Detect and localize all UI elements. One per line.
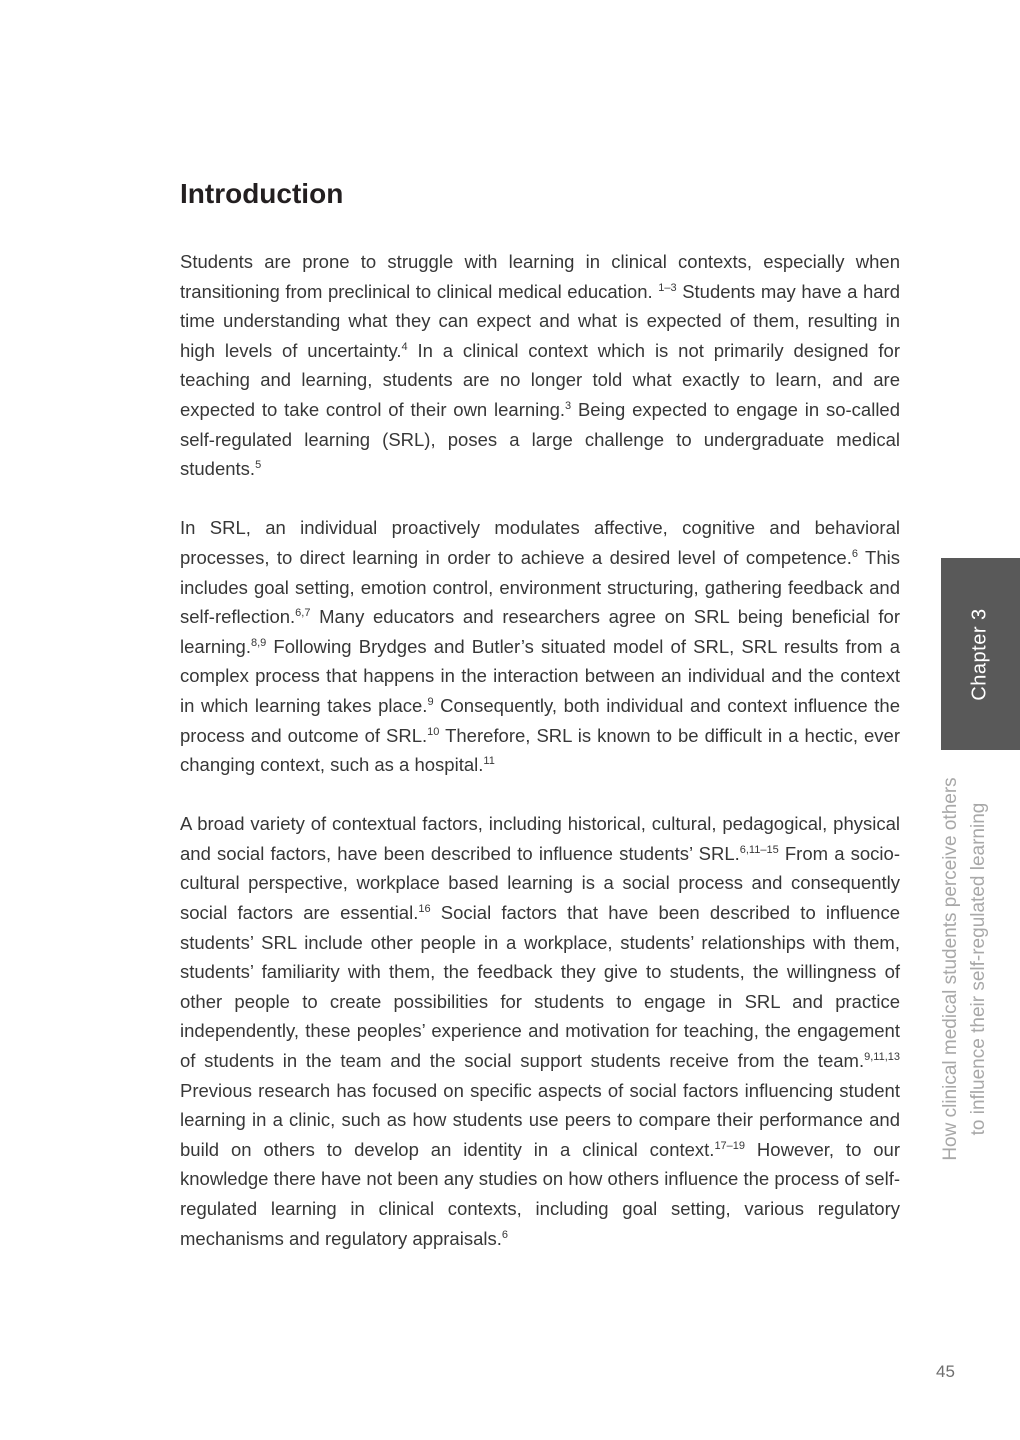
chapter-tab-label: Chapter 3 (969, 607, 991, 701)
citation-superscript: 16 (418, 902, 431, 915)
citation-superscript: 11 (483, 754, 495, 767)
citation-superscript: 6,7 (295, 606, 311, 619)
citation-superscript: 6 (851, 547, 858, 560)
citation-superscript: 8,9 (250, 636, 267, 649)
paragraph: Students are prone to struggle with learning in clinical contexts, especially when transitioning from preclinical to clinical medical education. $^{1-3}$ Students may have a hard time understanding what they can expect and what is expected of them, resulting in high levels of uncertainty.$^4$ In a clinical context which is not primarily designed for teaching and learning, students are no longer told what exactly to learn, and are expected to take control of their own learning.$^3$ Being expected to engage in so-called self-regulated learning (SRL), poses a large challenge to undergraduate medical students.$^5$ (180, 251, 901, 480)
running-title-line2: to influence their self-regulated learning (968, 802, 989, 1136)
citation-superscript: 9 (427, 695, 434, 708)
citation-superscript: 6 (501, 1228, 508, 1241)
chapter-tab (941, 558, 1020, 750)
section-heading: Introduction (180, 178, 344, 209)
citation-superscript: 3 (565, 399, 572, 412)
citation-superscript: 1–3 (658, 281, 677, 294)
citation-superscript: 6,11–15 (739, 843, 779, 856)
citation-superscript: 10 (427, 725, 440, 738)
paragraph: In SRL, an individual proactively modulates affective, cognitive and behavioral processes, to direct learning in order to achieve a desired level of competence.$^6$ This includes goal setting, emotion control, environment structuring, gathering feedback and self-reflection.$^{6,7}$ Many educators and researchers agree on SRL being beneficial for learning.$^{8,9}$ Following Brydges and Butler’s situated model of SRL, SRL results from a complex process that happens in the interaction between an individual and the context in which learning takes place.$^9$ Consequently, both individual and context influence the process and outcome of SRL.$^{10}$ Therefore, SRL is known to be difficult in a hectic, ever changing context, such as a hospital.$^{11}$ (180, 517, 900, 776)
page-number: 45 (936, 1362, 955, 1381)
vertical-running-title (937, 752, 993, 1186)
citation-superscript: 9,11,13 (864, 1050, 900, 1063)
paragraph: A broad variety of contextual factors, including historical, cultural, pedagogical, physical and social factors, have been described to influence students’ SRL.$^{6,11-15}$ From a socio-cultural perspective, workplace based learning is a social process and consequently social factors are essential.$^{16}$ Social factors that have been described to influence students’ SRL include other people in a workplace, students’ relationships with them, students’ familiarity with them, the feedback they give to students, the willingness of other people to create possibilities for students to engage in SRL and practice independently, these peoples’ experience and motivation for teaching, the engagement of students in the team and the social support students receive from the team.$^{9,11,13}$ Previous research has focused on specific aspects of social factors influencing student learning in a clinic, such as how students use peers to compare their performance and build on others to develop an identity in a clinical context.$^{17-19}$ However, to our knowledge there have not been any studies on how others influence the process of self-regulated learning in clinical contexts, including goal setting, various regulatory mechanisms and regulatory appraisals.$^6$ (180, 813, 900, 1249)
citation-superscript: 4 (401, 340, 408, 353)
body-paragraphs (180, 247, 900, 1283)
running-title-line1: How clinical medical students perceive others (940, 777, 961, 1161)
citation-superscript: 17–19 (714, 1139, 746, 1152)
citation-superscript: 5 (255, 459, 262, 471)
